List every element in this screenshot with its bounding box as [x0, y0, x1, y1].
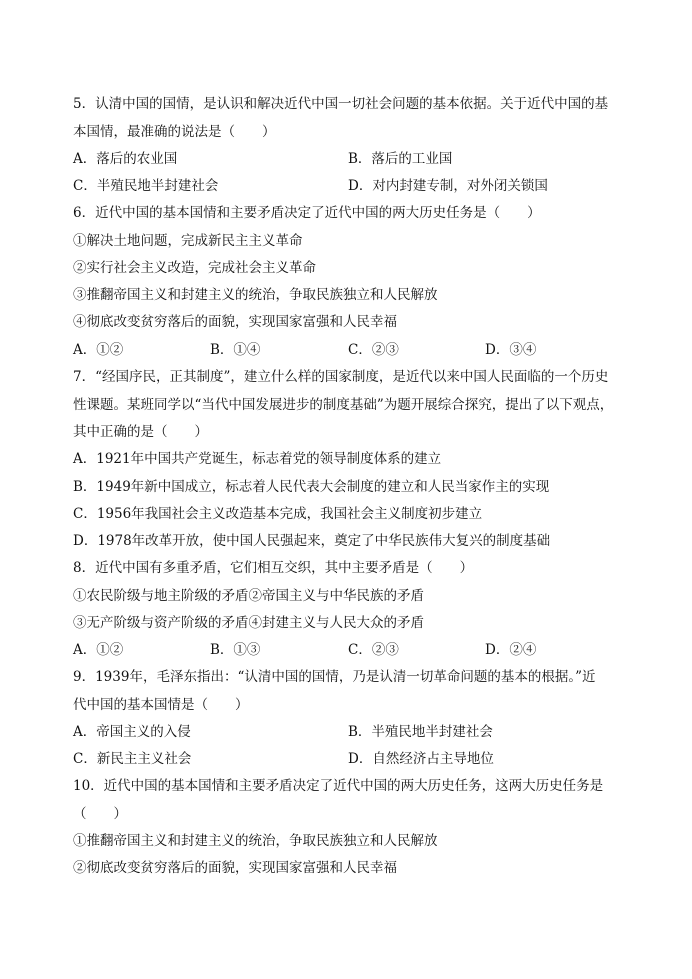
q5-option-d: D．对内封建专制，对外闭关锁国: [348, 178, 548, 194]
q7-stem-line1: 7．“经国序民，正其制度”，建立什么样的国家制度，是近代以来中国人民面临的一个历史: [73, 369, 609, 385]
q9-option-d: D．自然经济占主导地位: [348, 751, 494, 767]
q6-option-c: C．②③: [348, 342, 399, 358]
q8-item-1: ①农民阶级与地主阶级的矛盾②帝国主义与中华民族的矛盾: [73, 588, 424, 604]
q8-stem: 8．近代中国有多重矛盾，它们相互交织，其中主要矛盾是（ ）: [73, 560, 474, 576]
q8-option-c: C．②③: [348, 642, 399, 658]
q6-item-2: ②实行社会主义改造，完成社会主义革命: [73, 260, 316, 276]
q6-option-d: D．③④: [485, 342, 537, 358]
q9-option-c: C．新民主主义社会: [73, 751, 192, 767]
q5-option-b: B．落后的工业国: [348, 151, 453, 167]
q9-stem-line1: 9．1939年，毛泽东指出：“认清中国的国情，乃是认清一切革命问题的基本的根据。”近: [73, 669, 596, 685]
q7-option-a: A．1921年中国共产党诞生，标志着党的领导制度体系的建立: [73, 451, 442, 467]
q6-item-1: ①解决土地问题，完成新民主主义革命: [73, 233, 303, 249]
q9-option-a: A．帝国主义的入侵: [73, 724, 191, 740]
q5-option-c: C．半殖民地半封建社会: [73, 178, 219, 194]
q5-stem-line2: 本国情，最准确的说法是（ ）: [73, 124, 276, 140]
q5-stem-line1: 5．认清中国的国情，是认识和解决近代中国一切社会问题的基本依据。关于近代中国的基: [73, 96, 609, 112]
q6-item-3: ③推翻帝国主义和封建主义的统治，争取民族独立和人民解放: [73, 287, 438, 303]
q8-option-a: A．①②: [73, 642, 124, 658]
q8-option-b: B．①③: [210, 642, 261, 658]
q7-stem-line3: 其中正确的是（ ）: [73, 424, 208, 440]
q6-item-4: ④彻底改变贫穷落后的面貌，实现国家富强和人民幸福: [73, 314, 397, 330]
q9-stem-line2: 代中国的基本国情是（ ）: [73, 697, 249, 713]
q10-stem-line2: （ ）: [73, 806, 127, 822]
q6-option-b: B．①④: [210, 342, 261, 358]
q8-option-d: D．②④: [485, 642, 537, 658]
q5-option-a: A．落后的农业国: [73, 151, 178, 167]
q10-item-1: ①推翻帝国主义和封建主义的统治，争取民族独立和人民解放: [73, 833, 438, 849]
q6-stem: 6．近代中国的基本国情和主要矛盾决定了近代中国的两大历史任务是（ ）: [73, 205, 541, 221]
q9-option-b: B．半殖民地半封建社会: [348, 724, 493, 740]
q7-stem-line2: 性课题。某班同学以“当代中国发展进步的制度基础”为题开展综合探究，提出了以下观点，: [73, 397, 614, 413]
q6-option-a: A．①②: [73, 342, 124, 358]
q10-item-2: ②彻底改变贫穷落后的面貌，实现国家富强和人民幸福: [73, 860, 397, 876]
q10-stem-line1: 10．近代中国的基本国情和主要矛盾决定了近代中国的两大历史任务，这两大历史任务是: [73, 778, 604, 794]
q7-option-b: B．1949年新中国成立，标志着人民代表大会制度的建立和人民当家作主的实现: [73, 479, 550, 495]
q7-option-c: C．1956年我国社会主义改造基本完成，我国社会主义制度初步建立: [73, 506, 483, 522]
q8-item-2: ③无产阶级与资产阶级的矛盾④封建主义与人民大众的矛盾: [73, 615, 424, 631]
q7-option-d: D．1978年改革开放，使中国人民强起来，奠定了中华民族伟大复兴的制度基础: [73, 533, 551, 549]
